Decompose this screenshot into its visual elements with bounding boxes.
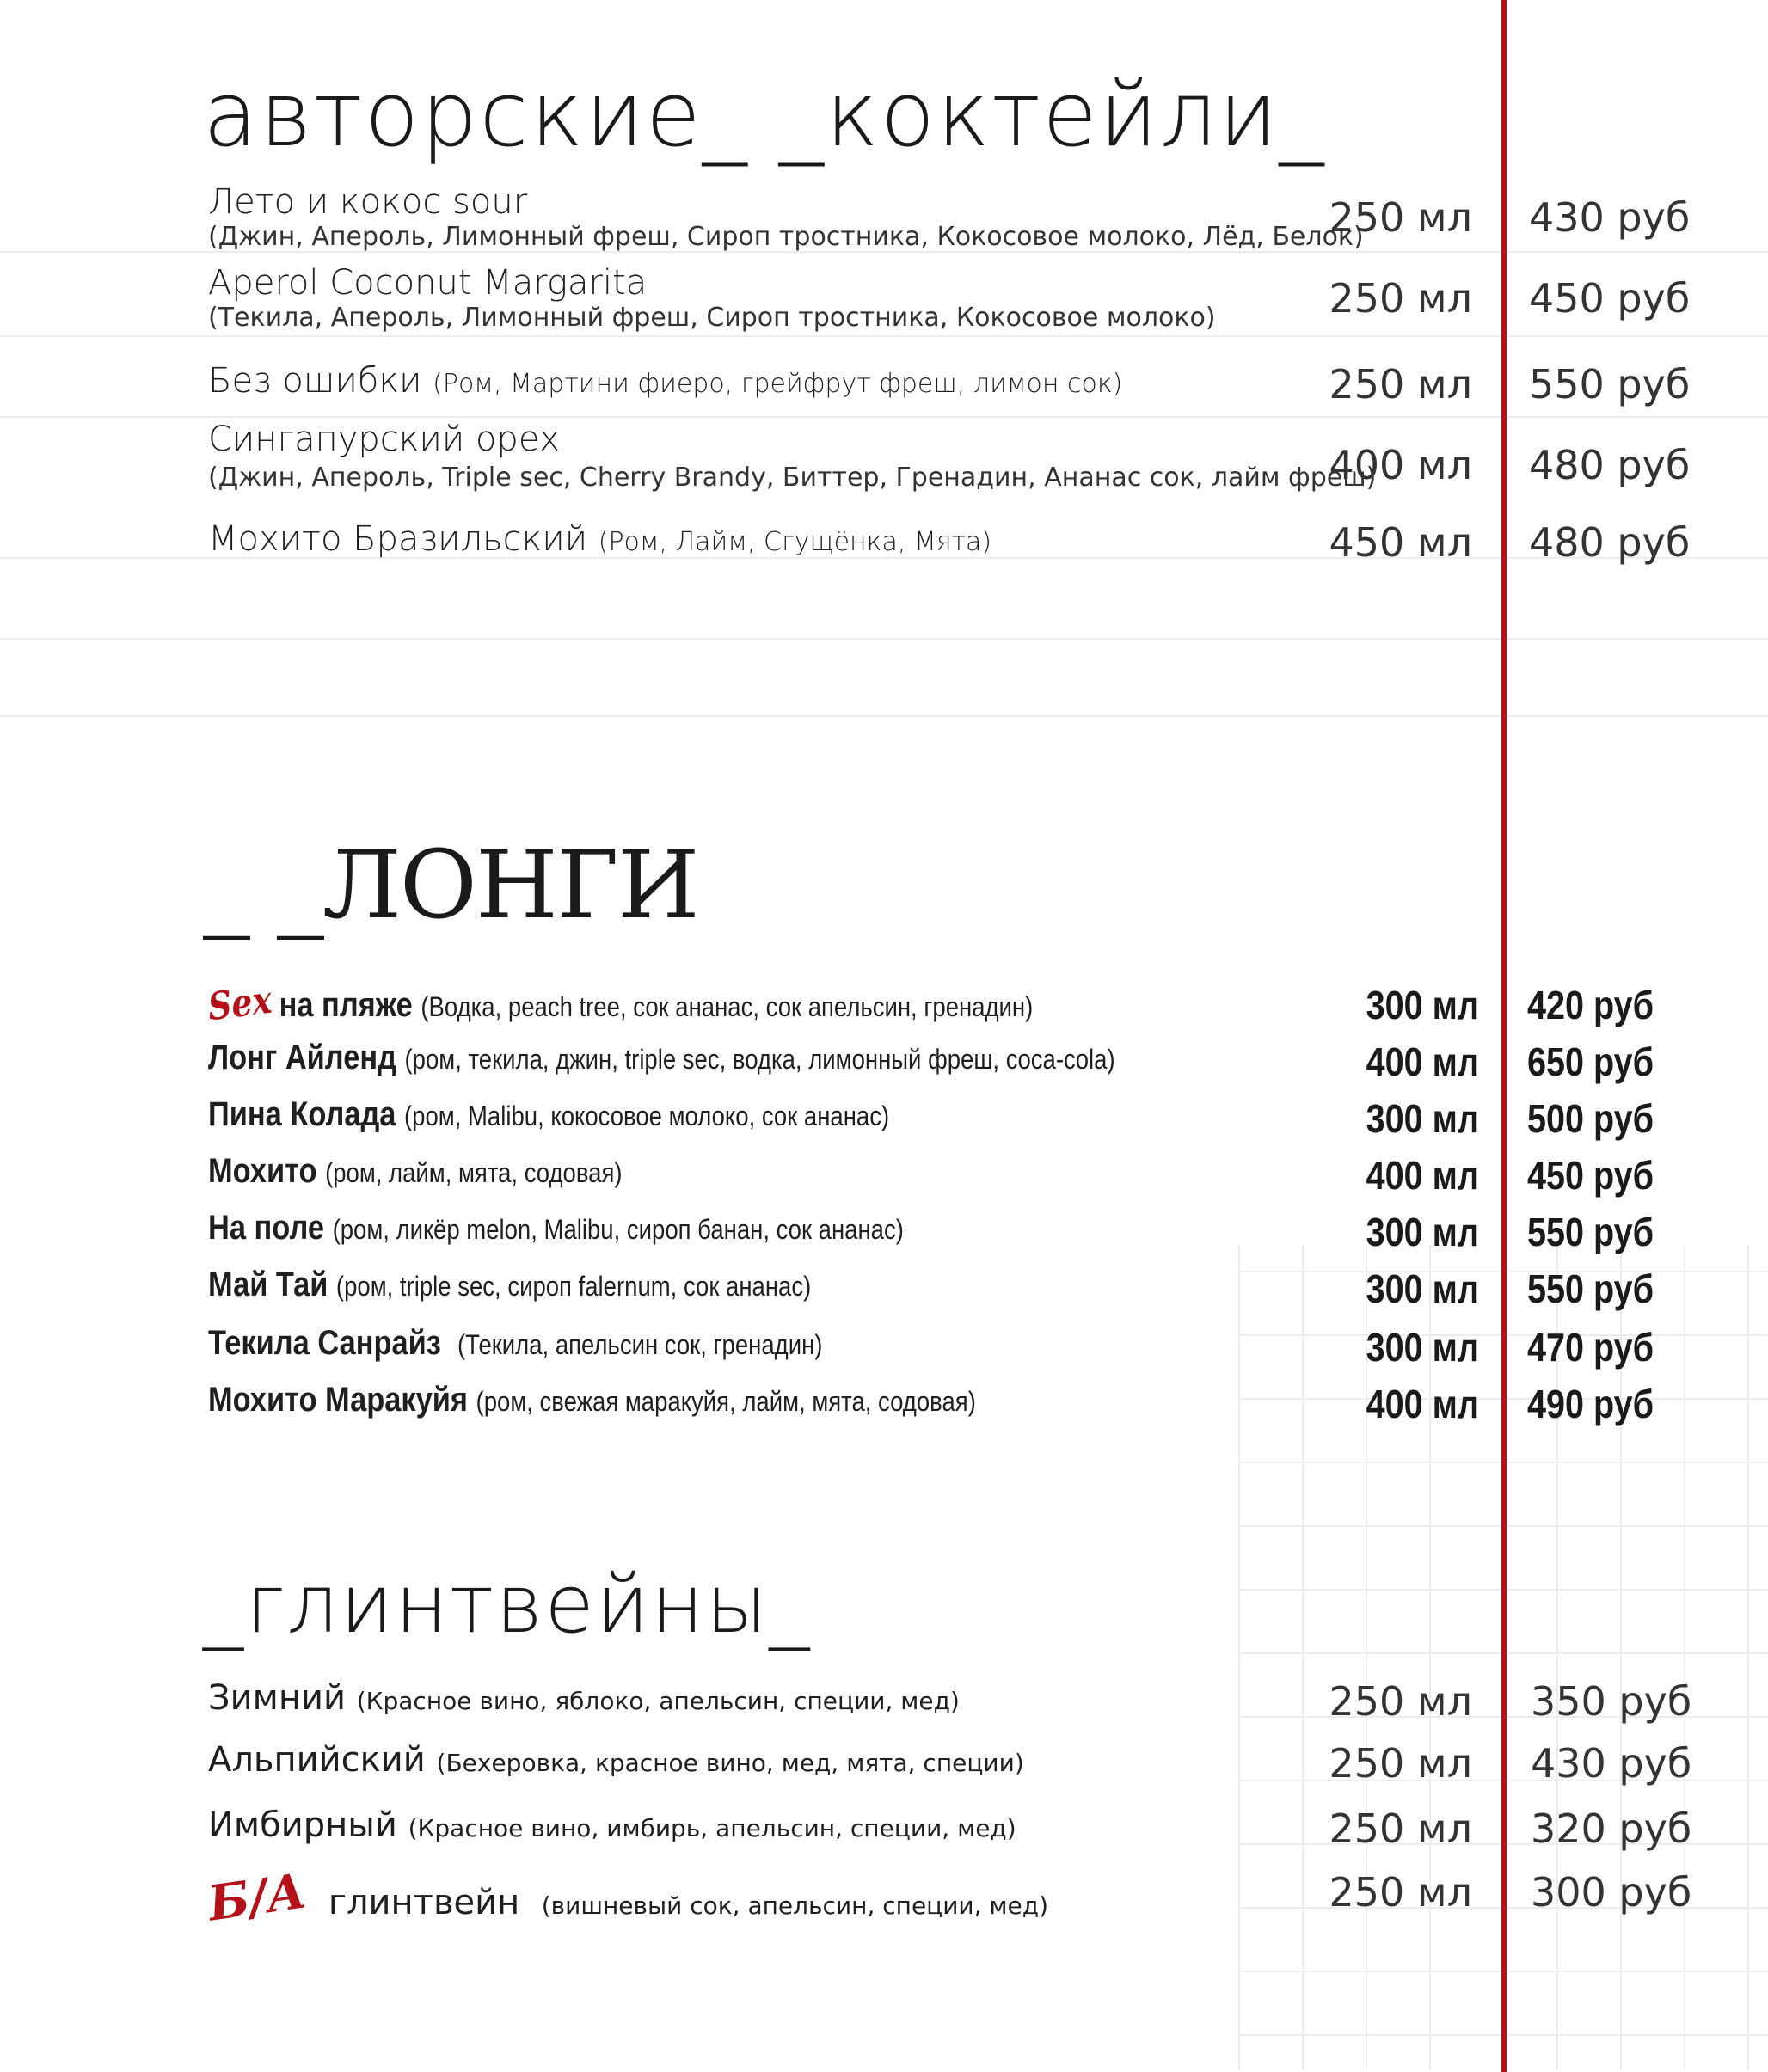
item-ingredients: (Ром, Лайм, Сгущёнка, Мята)	[598, 527, 992, 557]
item-volume: 250 мл	[1329, 1740, 1472, 1787]
item-price: 550 руб	[1527, 1210, 1654, 1254]
item-price: 550 руб	[1527, 1266, 1654, 1311]
item-name: Пина Колада	[208, 1095, 396, 1133]
item-name: Лонг Айленд	[208, 1039, 396, 1076]
item-name: Мохито Бразильский	[208, 519, 588, 559]
item-ingredients: (вишневый сок, апельсин, специи, мед)	[541, 1891, 1049, 1920]
item-volume: 250 мл	[1329, 1869, 1472, 1916]
item-name: глинтвейн	[328, 1883, 520, 1922]
item-ingredients: (Красное вино, яблоко, апельсин, специи, мед)	[356, 1687, 960, 1715]
item-price: 450 руб	[1529, 275, 1691, 322]
item-name: Май Тай	[208, 1266, 328, 1303]
item-price: 470 руб	[1527, 1325, 1654, 1370]
item-price: 300 руб	[1531, 1869, 1692, 1916]
item-name: Имбирный	[208, 1805, 397, 1845]
item-ingredients: (Джин, Апероль, Лимонный фреш, Сироп тростника, Кокосовое молоко, Лёд, Белок)	[208, 222, 1364, 252]
item-name: Зимний	[208, 1678, 346, 1718]
red-divider-line	[1501, 0, 1507, 2072]
item-price: 650 руб	[1527, 1039, 1654, 1084]
item-name: на пляже	[279, 986, 413, 1024]
item-price: 320 руб	[1531, 1805, 1692, 1852]
item-ingredients: (Красное вино, имбирь, апельсин, специи, мед)	[408, 1814, 1016, 1842]
item-ingredients: (ром, ликёр melon, Malibu, сироп банан, сок ананас)	[332, 1214, 904, 1245]
item-volume: 300 мл	[1366, 1210, 1479, 1254]
section-title: авторские_ _коктейли_	[203, 62, 1326, 167]
section-title: _ _ЛОНГИ	[203, 830, 698, 940]
item-volume: 250 мл	[1329, 361, 1472, 408]
item-volume: 300 мл	[1366, 1325, 1479, 1370]
item-ingredients: (ром, Malibu, кокосовое молоко, сок ананас)	[404, 1100, 890, 1131]
item-price: 490 руб	[1527, 1382, 1654, 1426]
item-ingredients: (ром, текила, джин, triple sec, водка, лимонный фреш, coca-cola)	[404, 1044, 1115, 1075]
item-name: Текила Санрайз	[208, 1324, 441, 1362]
item-volume: 250 мл	[1329, 194, 1472, 241]
item-name: Aperol Coconut Margarita	[208, 263, 648, 303]
item-price: 480 руб	[1529, 519, 1691, 566]
item-ingredients: (Текила, Апероль, Лимонный фреш, Сироп тростника, Кокосовое молоко)	[208, 303, 1216, 333]
item-volume: 250 мл	[1329, 1678, 1472, 1725]
item-name: Без ошибки	[208, 361, 422, 401]
item-price: 420 руб	[1527, 983, 1654, 1027]
item-name: Альпийский	[208, 1740, 426, 1780]
item-name: Мохито Маракуйя	[208, 1381, 468, 1419]
item-volume: 300 мл	[1366, 1096, 1479, 1141]
item-name: Лето и кокос sour	[208, 182, 528, 222]
item-price: 480 руб	[1529, 442, 1691, 488]
item-name: Сингапурский орех	[208, 420, 561, 459]
item-ingredients: (ром, свежая маракуйя, лайм, мята, содовая)	[476, 1386, 976, 1417]
item-ingredients: (Текила, апельсин сок, гренадин)	[457, 1329, 823, 1360]
item-volume: 400 мл	[1329, 442, 1472, 488]
section-title: _глинтвейны_	[203, 1558, 812, 1652]
item-ingredients: (Водка, peach tree, сок ананас, сок апельсин, гренадин)	[421, 991, 1034, 1022]
item-ingredients: (ром, triple sec, сироп falernum, сок ананас)	[335, 1271, 812, 1302]
sex-script-logo: Sex	[206, 978, 274, 1030]
item-ingredients: (Бехеровка, красное вино, мед, мята, специи)	[436, 1749, 1024, 1777]
item-volume: 400 мл	[1366, 1153, 1479, 1198]
item-price: 500 руб	[1527, 1096, 1654, 1141]
item-volume: 250 мл	[1329, 275, 1472, 322]
item-ingredients: (Ром, Мартини фиеро, грейфрут фреш, лимон сок)	[433, 369, 1123, 399]
item-ingredients: (ром, лайм, мята, содовая)	[325, 1157, 623, 1188]
item-price: 450 руб	[1527, 1153, 1654, 1198]
item-volume: 250 мл	[1329, 1805, 1472, 1852]
item-volume: 300 мл	[1366, 1266, 1479, 1311]
item-volume: 400 мл	[1366, 1039, 1479, 1084]
item-volume: 300 мл	[1366, 983, 1479, 1027]
item-volume: 450 мл	[1329, 519, 1472, 566]
item-volume: 400 мл	[1366, 1382, 1479, 1426]
item-ingredients: (Джин, Апероль, Triple sec, Cherry Brandy, Биттер, Гренадин, Ананас сок, лайм фреш)	[208, 463, 1377, 493]
item-price: 350 руб	[1531, 1678, 1692, 1725]
ba-script-logo: Б/А	[204, 1862, 310, 1933]
item-price: 550 руб	[1529, 361, 1691, 408]
item-name: Мохито	[208, 1152, 317, 1190]
item-price: 430 руб	[1531, 1740, 1692, 1787]
item-price: 430 руб	[1529, 194, 1691, 241]
item-name: На поле	[208, 1209, 325, 1247]
